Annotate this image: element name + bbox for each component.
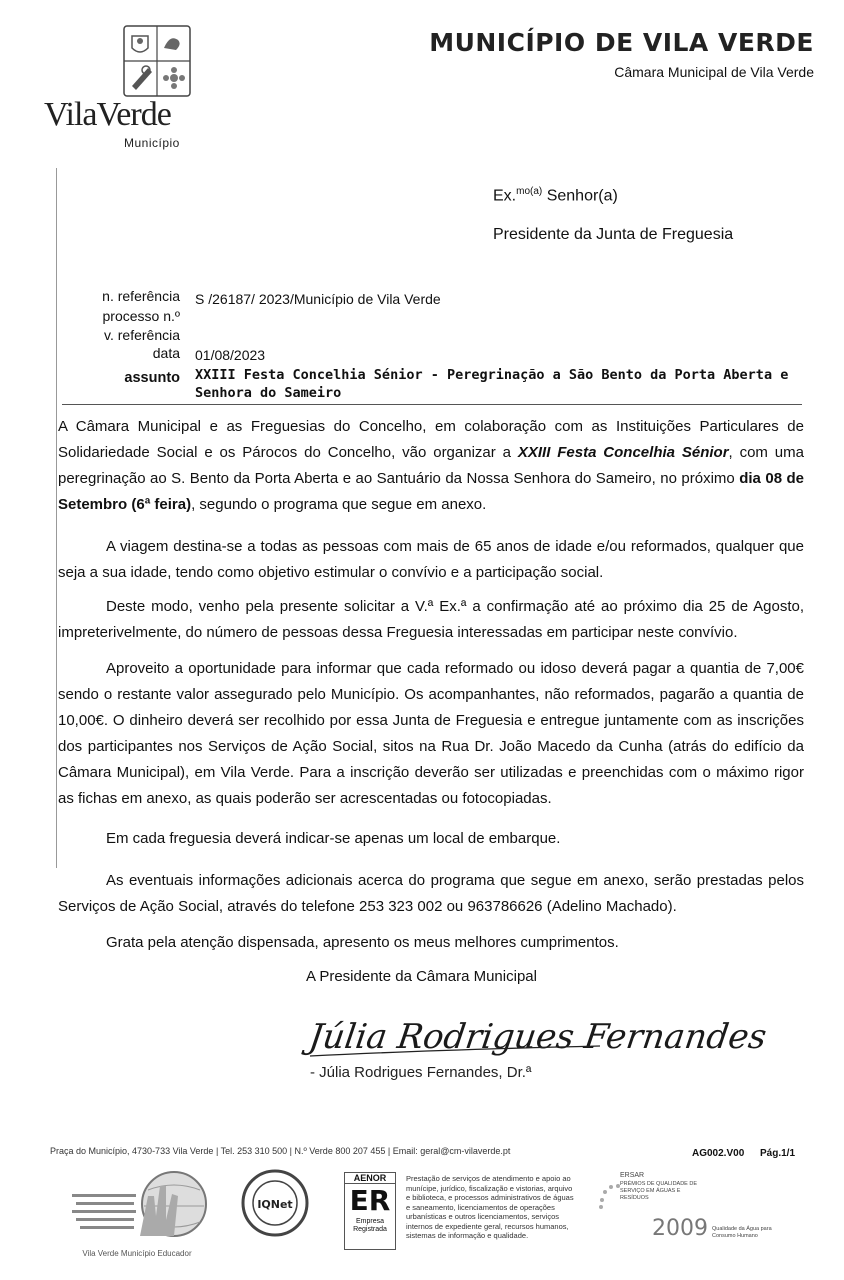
paragraph-3: Deste modo, venho pela presente solicitar a V.ª Ex.ª a confirmação até ao próximo dia 25 de Agosto, impreterivelmente, do número de pessoas dessa Freguesia interessadas em participar neste convívio. <box>58 598 804 641</box>
subject-line-2: Senhora do Sameiro <box>195 385 342 401</box>
p1-text-e: , segundo o programa que segue em anexo. <box>191 496 487 513</box>
divider <box>62 404 802 405</box>
page-subtitle: Câmara Municipal de Vila Verde <box>614 64 814 80</box>
ref-label-data: data <box>152 345 180 361</box>
p1-text-c: , com uma peregrinação ao S. Bento da Porta Aberta e ao Santuário da Nossa Senhora do Sameiro, no próximo <box>58 444 804 487</box>
paragraph-4: Aproveito a oportunidade para informar que cada reformado ou idoso deverá pagar a quantia de 7,00€ sendo o restante valor assegurado pelo Município. Os acompanhantes, não reformados, pagarão a quantia de 10,00€. O dinheiro deverá ser recolhido por essa Junta de Freguesia e entregue juntamente com as inscrições dos participantes nos Serviços de Ação Social, sitos na Rua Dr. João Macedo da Cunha (atrás do edifício da Câmara Municipal), em Vila Verde. Para a inscrição deverão ser utilizadas e preenchidas com o máximo rigor as fichas em anexo, as quais poderão ser acrescentadas ou fotocopiadas. <box>58 660 804 807</box>
signature-script: Júlia Rodrigues Fernandes <box>306 1017 769 1057</box>
document-code: AG002.V00 <box>692 1148 745 1159</box>
ersar-name: ERSAR <box>620 1172 645 1179</box>
ref-label-v: v. referência <box>104 327 180 343</box>
paragraph-2: A viagem destina-se a todas as pessoas com mais de 65 anos de idade e/ou reformados, qualquer que seja a sua idade, tendo como objetivo estimular o convívio e a participação social. <box>58 538 804 581</box>
p1-event-name: XXIII Festa Concelhia Sénior <box>517 444 729 461</box>
coat-of-arms-icon <box>120 24 194 98</box>
ersar-award <box>596 1172 708 1246</box>
aenor-sub: Empresa Registrada <box>353 1218 387 1233</box>
globe-hand-icon <box>62 1166 212 1244</box>
logo-wordmark: VilaVerde <box>44 96 171 133</box>
educating-cities-seal <box>62 1166 212 1256</box>
closing-title: A Presidente da Câmara Municipal <box>306 968 537 985</box>
aenor-mark: ER <box>349 1184 391 1217</box>
paragraph-6: As eventuais informações adicionais acerca do programa que segue em anexo, serão prestadas pelos Serviços de Ação Social, através do telefone 253 323 002 ou 963786626 (Adelino Machado). <box>58 872 804 915</box>
subject-line-1: XXIII Festa Concelhia Sénior - Peregrinação a São Bento da Porta Aberta e <box>195 367 789 383</box>
page-number: Pág.1/1 <box>760 1148 796 1159</box>
ref-value-data: 01/08/2023 <box>195 347 266 363</box>
educator-caption: Vila Verde Município Educador <box>82 1249 192 1258</box>
recipient-title: Presidente da Junta de Freguesia <box>493 226 734 243</box>
paragraph-7: Grata pela atenção dispensada, apresento os meus melhores cumprimentos. <box>106 934 619 951</box>
municipal-logo <box>40 20 210 150</box>
margin-rule <box>56 168 57 868</box>
ref-label-n: n. referência <box>102 288 180 304</box>
ref-value-n: S /26187/ 2023/Município de Vila Verde <box>195 291 441 307</box>
aenor-brand: AENOR <box>345 1173 395 1184</box>
salutation-prefix: Ex. <box>493 187 517 205</box>
p1-event-date: dia 08 de Setembro (6ª feira) <box>58 470 804 513</box>
iqnet-certification-seal <box>240 1168 310 1238</box>
aenor-scope: Prestação de serviços de atendimento e apoio ao munícipe, jurídico, fiscalização e vistorias, arquivo e biblioteca, e processos administrativos de águas e saneamento, licenciamentos de operações urbanísticas e outros licenciamentos, serviços internos de expediente geral, recursos humanos, sistemas de informação e qualidade. <box>406 1174 574 1240</box>
paragraph-5: Em cada freguesia deverá indicar-se apenas um local de embarque. <box>106 830 561 847</box>
iqnet-label: IQNet <box>257 1198 293 1211</box>
paragraph-1 <box>58 414 804 518</box>
ersar-subtitle: PRÉMIOS DE QUALIDADE DE SERVIÇO EM ÁGUAS E RESÍDUOS <box>620 1181 698 1201</box>
recipient-salutation <box>493 186 618 205</box>
salutation-rest: Senhor(a) <box>542 187 618 205</box>
aenor-badge <box>344 1172 396 1250</box>
ref-label-processo: processo n.º <box>102 308 180 324</box>
salutation-superscript: mo(a) <box>516 186 543 197</box>
signatory-name: - Júlia Rodrigues Fernandes, Dr.ª <box>310 1064 532 1081</box>
page-title: MUNICÍPIO DE VILA VERDE <box>429 28 814 57</box>
p1-text-a: A Câmara Municipal e as Freguesias do Concelho, em colaboração com as Instituições Particulares de Solidariedade Social e os Párocos do Concelho, vão organizar a <box>58 418 804 461</box>
ersar-year: 2009 <box>652 1216 708 1241</box>
footer-contacts: Praça do Município, 4730-733 Vila Verde | Tel. 253 310 500 | N.º Verde 800 207 455 | Email: geral@cm-vilaverde.pt <box>50 1146 511 1156</box>
ref-label-assunto: assunto <box>124 370 180 386</box>
logo-subtitle: Município <box>124 136 180 150</box>
ersar-caption: Qualidade da Água para Consumo Humano <box>712 1226 772 1239</box>
